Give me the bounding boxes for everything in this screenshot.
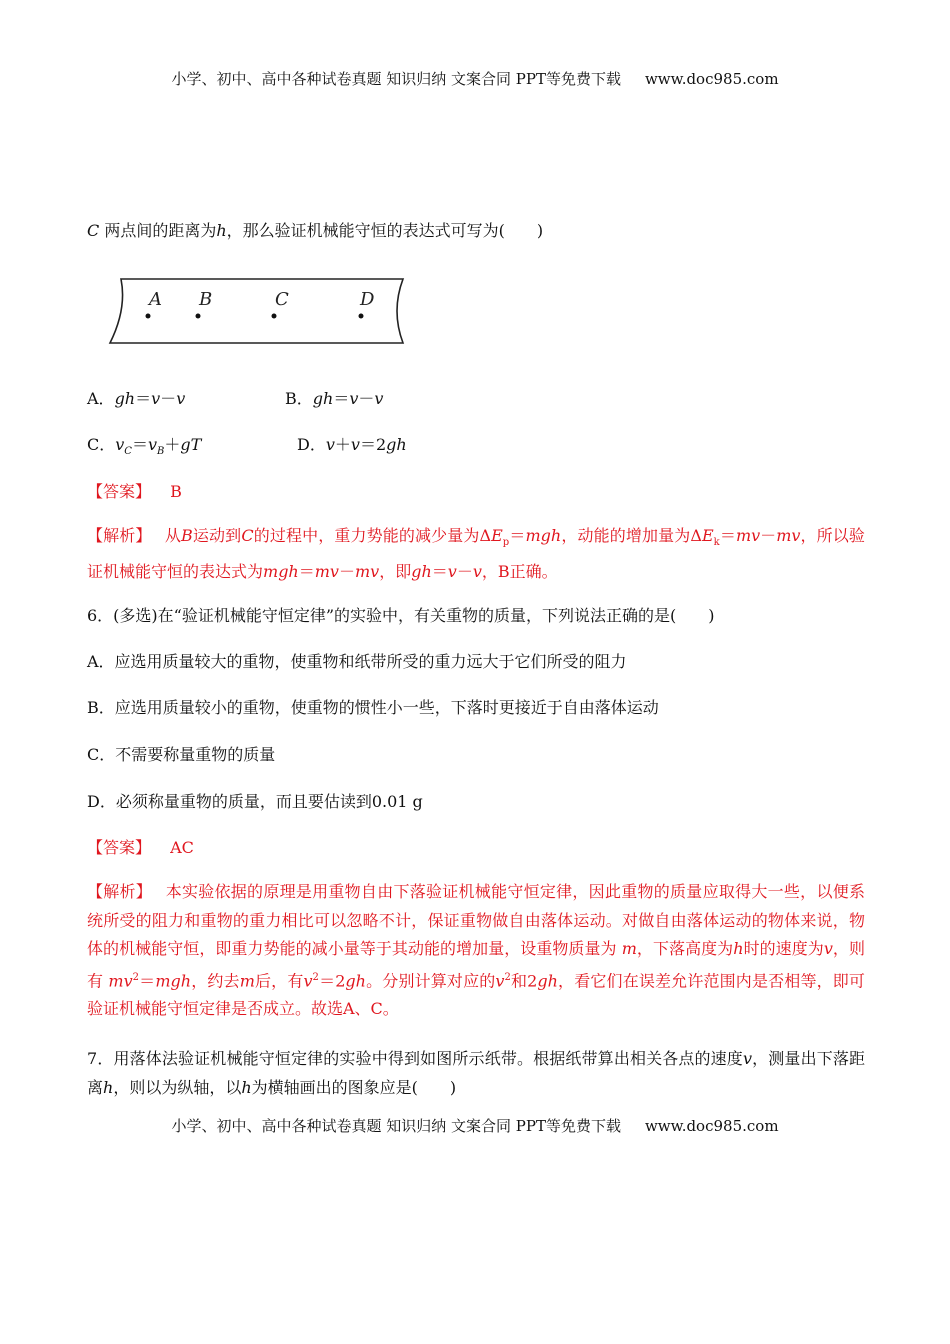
paper-tape-diagram — [107, 277, 407, 347]
tape-label-a: A — [149, 289, 162, 310]
tape-dot-d — [359, 314, 364, 319]
tape-dot-a — [146, 314, 151, 319]
q6-stem: 6．(多选)在“验证机械能守恒定律”的实验中，有关重物的质量，下列说法正确的是( ) — [87, 606, 715, 625]
footer-url[interactable]: www.doc985.com — [644, 1117, 779, 1135]
q5-answer: 【答案】 B — [87, 482, 182, 501]
q5-stem: C 两点间的距离为h，那么验证机械能守恒的表达式可写为( ) — [87, 221, 544, 240]
q6-option-d: D．必须称量重物的质量，而且要估读到0.01 g — [87, 792, 423, 811]
q5-option-b: B．gh＝v－v — [285, 389, 384, 408]
tape-label-c: C — [275, 289, 289, 310]
q6-answer: 【答案】 AC — [87, 838, 194, 857]
header-url[interactable]: www.doc985.com — [644, 70, 779, 88]
tape-dot-c — [272, 314, 277, 319]
q5-option-a: A．gh＝v－v — [87, 389, 186, 408]
header-text: 小学、初中、高中各种试卷真题 知识归纳 文案合同 PPT等免费下载 — [171, 70, 621, 88]
page-footer — [0, 1115, 950, 1136]
q7-stem: 7．用落体法验证机械能守恒定律的实验中得到如图所示纸带。根据纸带算出相关各点的速度v，测量出下落距离h，则以为纵轴，以h为横轴画出的图象应是( ) — [87, 1049, 865, 1097]
tape-label-b: B — [199, 289, 213, 310]
q5-analysis: 【解析】 从B运动到C的过程中，重力势能的减少量为$\Delta E_p=mgh$，动能的增加量为$\Delta E_k=mv-mv$，所以验证机械能守恒的表达式为mgh＝mv－mv，即gh＝v－v，B正确。 — [87, 526, 865, 581]
footer-text: 小学、初中、高中各种试卷真题 知识归纳 文案合同 PPT等免费下载 — [171, 1117, 621, 1135]
q6-option-a: A．应选用质量较大的重物，使重物和纸带所受的重力远大于它们所受的阻力 — [87, 652, 627, 671]
tape-dot-b — [196, 314, 201, 319]
q5-option-d: D．v＋v＝2gh — [297, 435, 407, 454]
q5-option-c: C．$v_C=v_B+gT$ — [87, 435, 202, 458]
q6-analysis: 【解析】 本实验依据的原理是用重物自由下落验证机械能守恒定律，因此重物的质量应取得大一些，以便系统所受的阻力和重物的重力相比可以忽略不计，保证重物做自由落体运动。对做自由落体运动的物体来说，物体的机械能守恒，即重力势能的减小量等于其动能的增加量，设重物质量为 m，下落高度为h时的速度为v，则有 $mv^2=mgh$，约去m后，有$v^2=2gh$。分别计算对应的$v^2$和2gh，看它们在误差允许范围内是否相等，即可验证机械能守恒定律是否成立。故选A、C。 — [87, 882, 865, 1019]
q6-option-c: C．不需要称量重物的质量 — [87, 745, 276, 764]
tape-label-d: D — [360, 289, 375, 310]
q6-option-b: B．应选用质量较小的重物，使重物的惯性小一些，下落时更接近于自由落体运动 — [87, 698, 659, 717]
page-header — [0, 68, 950, 89]
